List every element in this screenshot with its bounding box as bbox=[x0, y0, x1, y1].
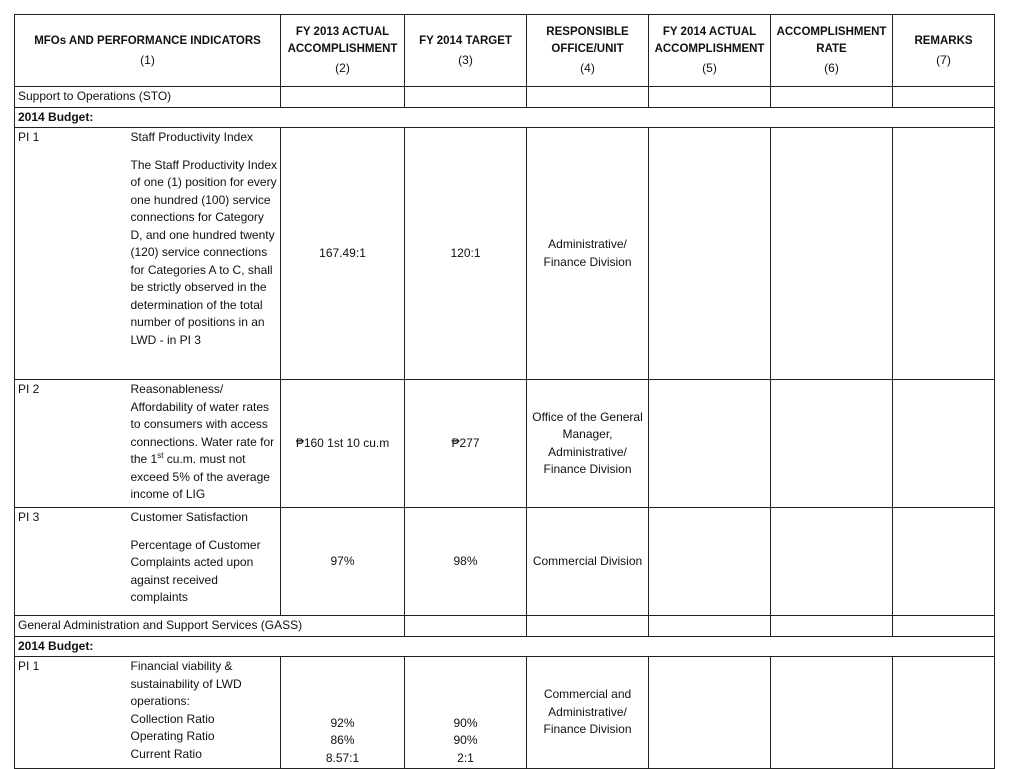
responsible-office: Administrative/ Finance Division bbox=[527, 128, 649, 380]
responsible-office: Commercial Division bbox=[527, 508, 649, 616]
pi-code: PI 3 bbox=[15, 508, 128, 616]
header-fy2014-target: FY 2014 TARGET (3) bbox=[405, 15, 527, 87]
fy2013-actual-value: 92% 86% 8.57:1 bbox=[281, 657, 405, 769]
pi-code: PI 1 bbox=[15, 657, 128, 769]
pi-description bbox=[128, 128, 281, 380]
pi-detail: Percentage of Customer Complaints acted upon against received complaints bbox=[130, 537, 261, 604]
header-fy2013-actual: FY 2013 ACTUAL ACCOMPLISHMENT (2) bbox=[281, 15, 405, 87]
pi-title: Staff Productivity Index bbox=[130, 130, 254, 144]
budget-label: 2014 Budget: bbox=[15, 107, 995, 128]
table-row bbox=[15, 508, 995, 616]
fy2014-target-value: 120:1 bbox=[405, 128, 527, 380]
header-remarks: REMARKS (7) bbox=[893, 15, 995, 87]
pi-title: Financial viability & sustainability of LWD operations: bbox=[130, 659, 242, 708]
header-responsible-office: RESPONSIBLE OFFICE/UNIT (4) bbox=[527, 15, 649, 87]
fy2013-actual-value: 167.49:1 bbox=[281, 128, 405, 380]
pi-description: Reasonableness/ Affordability of water rates to consumers with access connections. Water rate for the 1st cu.m. must not exceed 5% of the average income of LIG bbox=[128, 380, 281, 508]
pi-detail: The Staff Productivity Index of one (1) position for every one hundred (100) service connections for Category D, and one hundred twenty (120) service connections for Categories A to C, shall be strictly observed in the determination of the total number of positions in an LWD - in PI 3 bbox=[130, 157, 278, 347]
ratio-label: Collection Ratio bbox=[130, 711, 215, 726]
fy2013-actual-value: 97% bbox=[281, 508, 405, 616]
ratio-label: Current Ratio bbox=[130, 746, 202, 761]
performance-table bbox=[14, 14, 995, 769]
pi-title: Customer Satisfaction bbox=[130, 510, 248, 524]
responsible-office: Commercial and Administrative/ Finance Division bbox=[527, 657, 649, 769]
section-title-gass: General Administration and Support Services (GASS) bbox=[15, 616, 405, 637]
fy2013-actual-value: ₱160 1st 10 cu.m bbox=[281, 380, 405, 508]
table-row bbox=[15, 87, 995, 108]
table-row bbox=[15, 128, 995, 380]
performance-report-sheet bbox=[14, 14, 994, 769]
fy2014-target-value: 98% bbox=[405, 508, 527, 616]
table-row bbox=[15, 657, 995, 769]
table-row bbox=[15, 616, 995, 637]
table-row bbox=[15, 380, 995, 508]
fy2014-target-value: ₱277 bbox=[405, 380, 527, 508]
pi-code: PI 2 bbox=[15, 380, 128, 508]
pi-description bbox=[128, 657, 281, 769]
section-title-sto: Support to Operations (STO) bbox=[15, 87, 281, 108]
budget-label: 2014 Budget: bbox=[15, 636, 995, 657]
table-row bbox=[15, 107, 995, 128]
responsible-office: Office of the General Manager, Administrative/ Finance Division bbox=[527, 380, 649, 508]
ratio-label: Operating Ratio bbox=[130, 729, 215, 743]
table-row bbox=[15, 636, 995, 657]
pi-description bbox=[128, 508, 281, 616]
header-mfos: MFOs AND PERFORMANCE INDICATORS (1) bbox=[15, 15, 281, 87]
fy2014-target-value: 90% 90% 2:1 bbox=[405, 657, 527, 769]
header-accomplishment-rate: ACCOMPLISHMENT RATE (6) bbox=[771, 15, 893, 87]
pi-code: PI 1 bbox=[15, 128, 128, 380]
header-fy2014-actual: FY 2014 ACTUAL ACCOMPLISHMENT (5) bbox=[649, 15, 771, 87]
